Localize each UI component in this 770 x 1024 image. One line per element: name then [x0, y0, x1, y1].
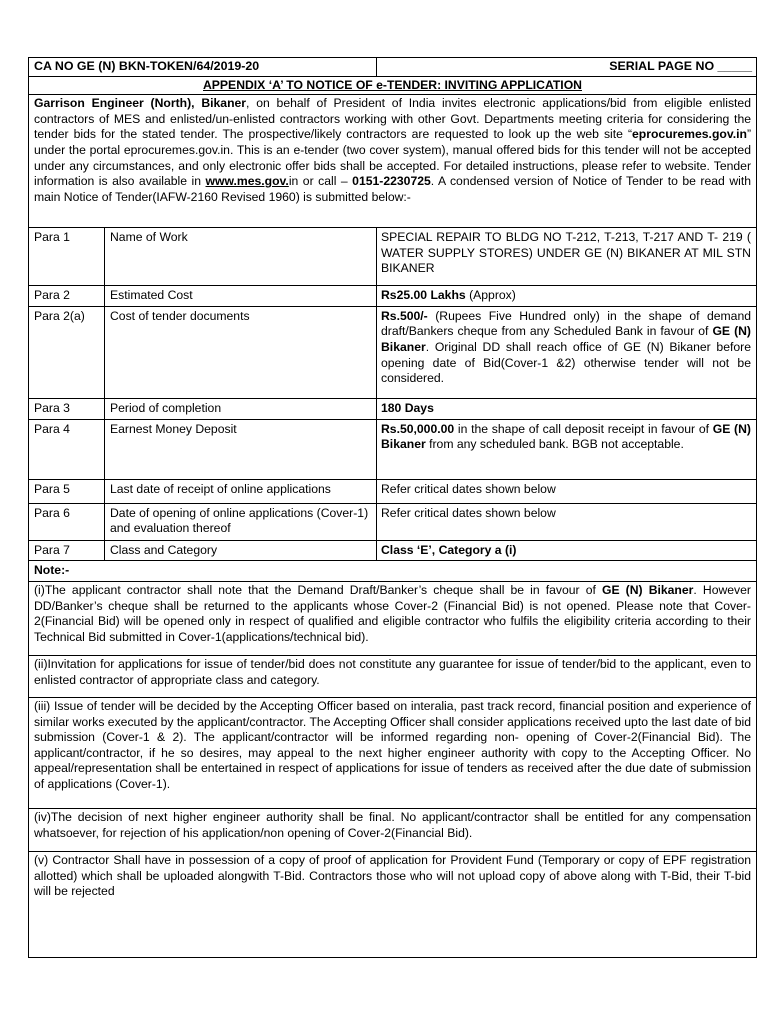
- tender-document: [28, 57, 756, 958]
- para-label: Last date of receipt of online applications: [105, 479, 377, 503]
- serial-page-number: SERIAL PAGE NO _____: [377, 58, 757, 77]
- payee-name: GE (N) Bikaner: [381, 324, 751, 354]
- para-value-text: from any scheduled bank. BGB not acceptable.: [425, 437, 684, 452]
- para-row-2a: [29, 306, 757, 398]
- para-row-5: [29, 479, 757, 503]
- note-heading: Note:-: [29, 561, 757, 582]
- intro-row: [29, 95, 757, 228]
- ca-number: CA NO GE (N) BKN-TOKEN/64/2019-20: [29, 58, 377, 77]
- para-number: Para 7: [29, 540, 105, 561]
- para-value: [377, 419, 757, 479]
- note-item: (ii)Invitation for applications for issue of tender/bid does not constitute any guarantee for issue of tender/bid to the applicant, even to enlisted contractor of appropriate class and category.: [29, 655, 757, 697]
- header-row: [29, 58, 757, 77]
- intro-text-3: in or call –: [288, 174, 353, 189]
- appendix-row: [29, 76, 757, 95]
- para-value-text: (Rupees Five Hundred only) in the shape of demand draft/Bankers cheque from any Scheduled Bank in favour of: [381, 308, 751, 339]
- intro-text-1: , on behalf of President of India invites electronic applications/bid from eligible enlisted contractors of MES and enlisted/un-enlisted contractors working with other Govt. Departments meeting criteria for considering the tender bids for the stated tender. The prospective/likely contractors are requested to look up the web site “: [34, 96, 751, 142]
- intro-text-4: . A condensed version of Notice of Tender to be read with main Notice of Tender(IAFW-2160 Revised 1960) is submitted below:-: [34, 174, 751, 204]
- appendix-title: APPENDIX ‘A’ TO NOTICE OF e-TENDER: INVITING APPLICATION: [29, 76, 757, 95]
- para-label: Period of completion: [105, 398, 377, 419]
- tender-table: [28, 57, 757, 958]
- para-number: Para 6: [29, 503, 105, 540]
- para-number: Para 4: [29, 419, 105, 479]
- para-value: [377, 286, 757, 307]
- note-item: (v) Contractor Shall have in possession of a copy of proof of application for Provident Fund (Temporary or copy of EPF registration allotted) which shall be uploaded alongwith T-Bid. Contractors those who will not upload copy of above along with T-Bid, their T-bid will be rejected: [29, 851, 757, 957]
- para-row-2: [29, 286, 757, 307]
- note-row-2: [29, 655, 757, 697]
- para-number: Para 2: [29, 286, 105, 307]
- payee-name: GE (N) Bikaner: [601, 582, 694, 597]
- note-heading-row: [29, 561, 757, 582]
- intro-issuer: Garrison Engineer (North), Bikaner: [34, 96, 247, 111]
- estimated-cost-amount: Rs25.00 Lakhs: [381, 288, 466, 303]
- note-row-4: [29, 808, 757, 851]
- note-item: (iii) Issue of tender will be decided by the Accepting Officer based on interalia, past track record, financial position and experience of similar works executed by the applicant/contractor. The Accepting Officer shall consider applications received upto the last date of bid submission (Cover-1 & 2). The applicant/contractor will be informed regarding non- opening of Cover-2(Financial Bid). The applicant/contractor, if he so desires, may appeal to the next higher engineer authority with copy to the Accepting Officer. No appeal/representation shall be entertained in respect of applications for issue of tenders as received after the due date of submission of applications (Cover-1).: [29, 697, 757, 808]
- para-row-1: [29, 228, 757, 286]
- para-label: Date of opening of online applications (Cover-1) and evaluation thereof: [105, 503, 377, 540]
- para-value-text: (Approx): [465, 288, 516, 303]
- para-label: Estimated Cost: [105, 286, 377, 307]
- para-row-4: [29, 419, 757, 479]
- para-value-text: in the shape of call deposit receipt in favour of: [454, 421, 713, 436]
- note-text: . However DD/Banker’s cheque shall be returned to the applicants whose Cover-2 (Financial Bid) is not opened. Please note that Cover-2(Financial Bid) will be opened only in respect of qualified and eligible contractor who fulfils the eligibility criteria according to their Technical Bid submitted in Cover-1(applications/technical bid).: [34, 582, 751, 644]
- para-number: Para 2(a): [29, 306, 105, 398]
- para-value: SPECIAL REPAIR TO BLDG NO T-212, T-213, T-217 AND T- 219 ( WATER SUPPLY STORES) UNDER GE (N) BIKANER AT MIL STN BIKANER: [377, 228, 757, 286]
- tender-doc-cost: Rs.500/-: [381, 308, 428, 323]
- para-row-7: [29, 540, 757, 561]
- mes-website-link[interactable]: www.mes.gov.: [205, 174, 289, 189]
- eprocure-website: eprocuremes.gov.in: [632, 127, 747, 142]
- note-item: [29, 581, 757, 655]
- intro-paragraph: [29, 95, 757, 228]
- para-value: [377, 540, 757, 561]
- para-value: [377, 306, 757, 398]
- note-text: (i)The applicant contractor shall note that the Demand Draft/Banker’s cheque shall be in favour of: [34, 582, 602, 597]
- para-label: Cost of tender documents: [105, 306, 377, 398]
- para-value: Refer critical dates shown below: [377, 479, 757, 503]
- para-row-6: [29, 503, 757, 540]
- payee-name: GE (N) Bikaner: [381, 421, 751, 452]
- intro-text-2: ” under the portal eprocuremes.gov.in. This is an e-tender (two cover system), manual offered bids for this tender will not be accepted under any circumstances, and only electronic offer bids shall be accepted. For detailed instructions, please refer to website. Tender information is also available in: [34, 127, 751, 189]
- para-label: Class and Category: [105, 540, 377, 561]
- note-row-3: [29, 697, 757, 808]
- completion-period: 180 Days: [381, 400, 434, 415]
- note-row-1: [29, 581, 757, 655]
- para-row-3: [29, 398, 757, 419]
- emd-amount: Rs.50,000.00: [381, 421, 455, 436]
- para-value: [377, 398, 757, 419]
- para-value-text: . Original DD shall reach office of GE (N) Bikaner before opening date of Bid(Cover-1 &2) otherwise tender will not be considered.: [381, 339, 751, 386]
- note-row-5: [29, 851, 757, 957]
- class-category: Class ‘E’, Category a (i): [381, 542, 517, 557]
- phone-number: 0151-2230725: [352, 174, 431, 189]
- note-item: (iv)The decision of next higher engineer authority shall be final. No applicant/contractor shall be entitled for any compensation whatsoever, for rejection of his application/non opening of Cover-2(Financial Bid).: [29, 808, 757, 851]
- para-number: Para 1: [29, 228, 105, 286]
- para-value: Refer critical dates shown below: [377, 503, 757, 540]
- para-label: Name of Work: [105, 228, 377, 286]
- para-number: Para 3: [29, 398, 105, 419]
- para-label: Earnest Money Deposit: [105, 419, 377, 479]
- para-number: Para 5: [29, 479, 105, 503]
